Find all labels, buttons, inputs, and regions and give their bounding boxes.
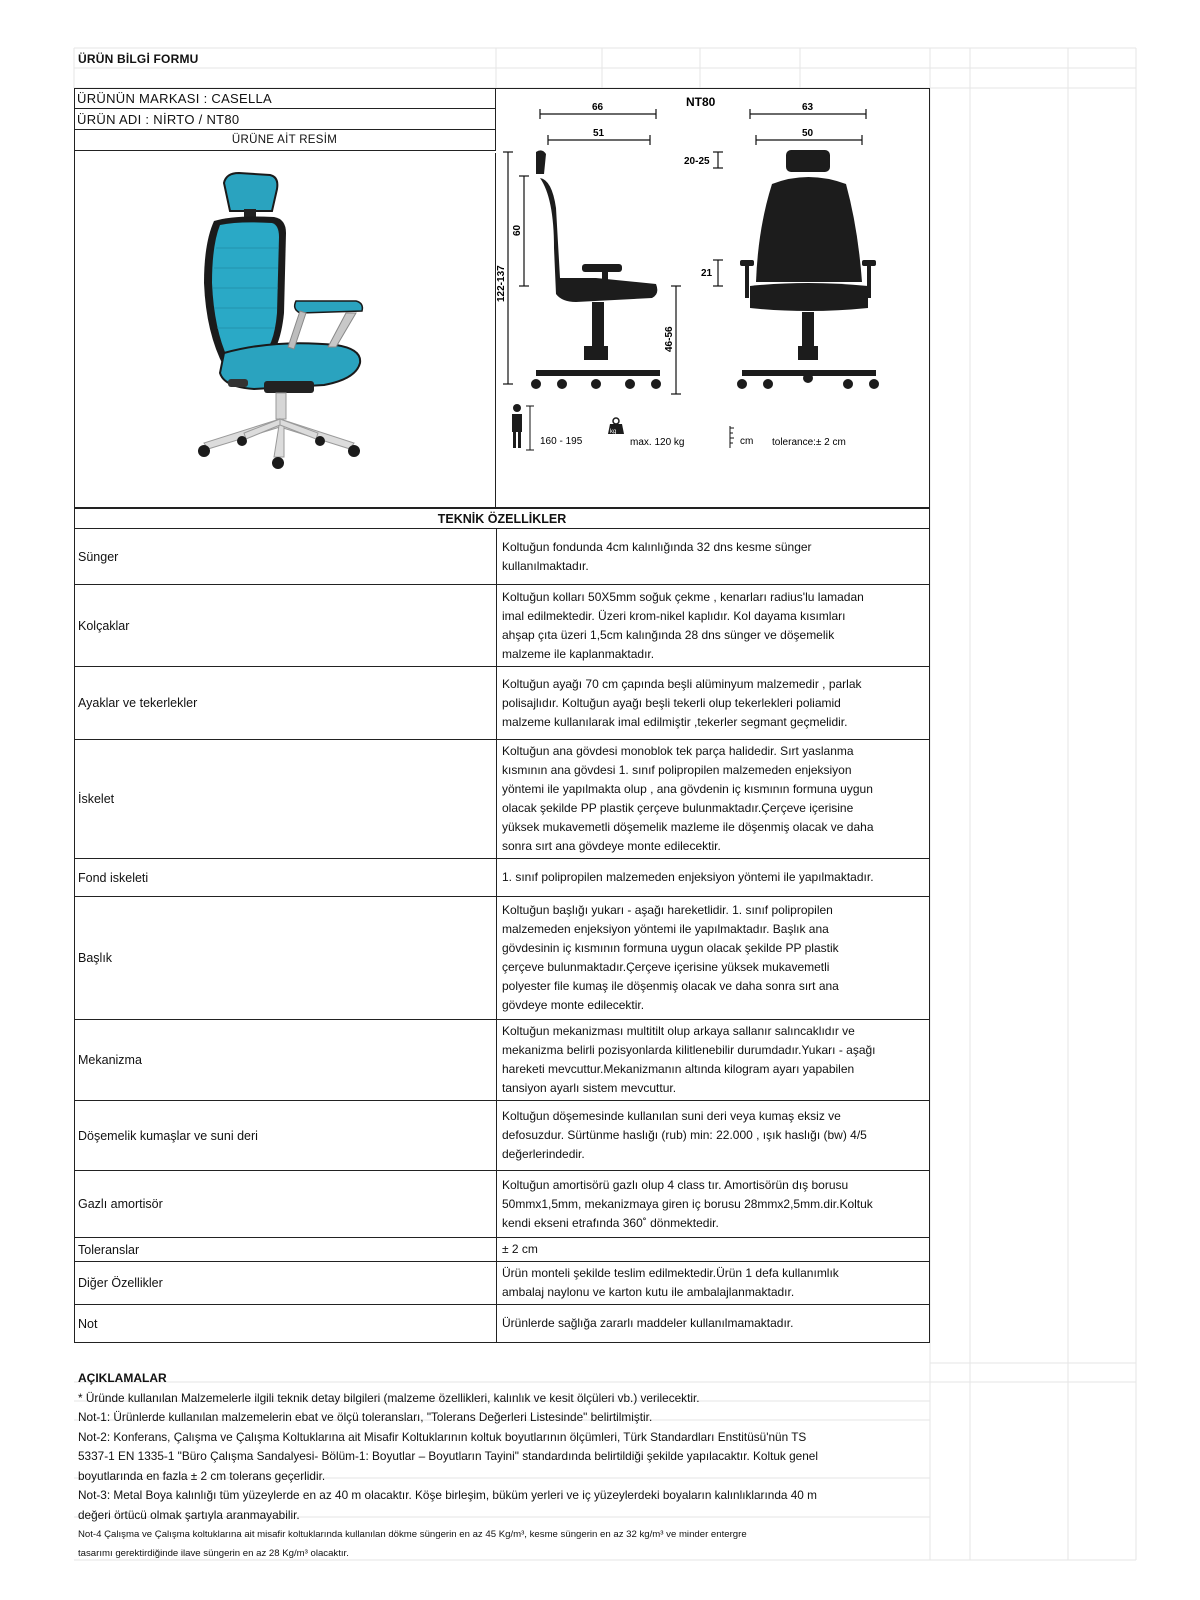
- spec-value-line: sonra sırt ana gövdeye monte edilecektir.: [502, 839, 721, 853]
- armrest-adjust: 21: [701, 268, 713, 279]
- spec-label: Ayaklar ve tekerlekler: [75, 667, 497, 740]
- spec-value-line: Koltuğun döşemesinde kullanılan suni deri veya kumaş eksiz ve: [502, 1109, 841, 1123]
- dimension-drawing: [496, 88, 930, 508]
- spec-row: [75, 667, 930, 740]
- spec-row: [75, 1262, 930, 1305]
- spec-row: [75, 1020, 930, 1101]
- spec-label: Not: [75, 1305, 497, 1343]
- spec-label: İskelet: [75, 740, 497, 859]
- spec-row: [75, 740, 930, 859]
- spec-value-line: Ürünlerde sağlığa zararlı maddeler kullanılmamaktadır.: [502, 1316, 794, 1330]
- unit-label: cm: [740, 436, 754, 447]
- model-label: NT80: [686, 95, 716, 109]
- spec-label: Gazlı amortisör: [75, 1171, 497, 1238]
- seat-height: 46-56: [664, 326, 675, 352]
- product-name-row: ÜRÜN ADI : NİRTO / NT80: [74, 109, 496, 130]
- spec-value-line: Koltuğun ayağı 70 cm çapında beşli alüminyum malzemedir , parlak: [502, 676, 862, 691]
- spec-value-line: kısmının ana gövdesi 1. sınıf polipropilen malzemeden enjeksiyon: [502, 763, 852, 777]
- spec-value: [497, 740, 930, 859]
- spec-label: Döşemelik kumaşlar ve suni deri: [75, 1101, 497, 1171]
- spec-value-line: polisajlıdır. Koltuğun ayağı beşli tekerli olup tekerlekleri poliamid: [502, 695, 841, 710]
- spec-value-line: ambalaj naylonu ve karton kutu ile ambalajlanmaktadır.: [502, 1285, 795, 1299]
- spec-value: [497, 859, 930, 897]
- spec-value-line: Koltuğun fondunda 4cm kalınlığında 32 dns kesme sünger: [502, 539, 812, 554]
- spec-row: [75, 1171, 930, 1238]
- spec-value-line: 50mmx1,5mm, mekanizmaya giren iç borusu 28mmx2,5mm.dir.Koltuk: [502, 1196, 873, 1211]
- spec-value: [497, 529, 930, 585]
- ruler-icon: [730, 426, 734, 448]
- image-caption: ÜRÜNE AİT RESİM: [74, 130, 496, 151]
- spec-value-line: yüksek mukavemetli döşemelik mazleme ile döşenmiş olacak ve daha: [502, 820, 874, 834]
- note-line: Not-2: Konferans, Çalışma ve Çalışma Koltuklarına ait Misafir Koltuklarının koltuk boyutlarının ölçümleri, Türk Standardları Enstitüsü'nün TS: [78, 1429, 807, 1444]
- spec-value-line: defosuzdur. Sürtünme haslığı (rub) min: 22.000 , ışık haslığı (bw) 4/5: [502, 1128, 867, 1142]
- tolerance-label: tolerance:± 2 cm: [772, 437, 846, 448]
- product-header: [74, 88, 496, 151]
- spec-value-line: malzeme kullanılarak imal edilmiştir ,tekerler segmant geçmelidir.: [502, 714, 848, 729]
- spec-value-line: malzeme ile kaplanmaktadır.: [502, 646, 655, 661]
- note-line: Not-3: Metal Boya kalınlığı tüm yüzeylerde en az 40 m olacaktır. Köşe birleşim, büküm yerleri ve iç yüzeylerdeki boyaların kalınlıklarında 40 m: [78, 1488, 817, 1502]
- front-outer-width: 63: [802, 102, 814, 113]
- spec-value: [497, 1262, 930, 1305]
- form-title: ÜRÜN BİLGİ FORMU: [78, 52, 199, 66]
- spec-row: [75, 859, 930, 897]
- spec-value-line: ± 2 cm: [502, 1242, 538, 1256]
- spec-value-line: Koltuğun ana gövdesi monoblok tek parça halidedir. Sırt yaslanma: [502, 744, 854, 758]
- notes-section: [78, 1369, 938, 1563]
- side-outer-width: 66: [592, 102, 604, 113]
- headrest-adjust: 20-25: [684, 156, 710, 167]
- spec-value-line: polyester file kumaş ile döşenmiş olacak ve daha sonra sırt ana: [502, 979, 839, 993]
- spec-label: Diğer Özellikler: [75, 1262, 497, 1305]
- spec-value-line: 1. sınıf polipropilen malzemeden enjeksiyon yöntemi ile yapılmaktadır.: [502, 870, 874, 884]
- spec-label: Fond iskeleti: [75, 859, 497, 897]
- spec-label: Mekanizma: [75, 1020, 497, 1101]
- spec-row: [75, 529, 930, 585]
- spec-row: [75, 1101, 930, 1171]
- section-header-row: [75, 509, 930, 529]
- spec-row: [75, 1305, 930, 1343]
- spec-label: Kolçaklar: [75, 585, 497, 667]
- spec-value: [497, 1238, 930, 1262]
- weight-icon: [608, 418, 624, 435]
- office-chair-illustration: [74, 153, 496, 508]
- front-inner-width: 50: [802, 128, 814, 139]
- dimension-diagram: [496, 88, 930, 508]
- user-height: 160 - 195: [540, 436, 583, 447]
- note-line: Not-1: Ürünlerde kullanılan malzemelerin ebat ve ölçü toleransları, "Tolerans Değerleri Listesinde" belirtilmiştir.: [78, 1410, 653, 1424]
- spec-value-line: Koltuğun mekanizması multitilt olup arkaya sallanır salıncaklıdır ve: [502, 1024, 855, 1038]
- spec-value-line: kullanılmaktadır.: [502, 558, 589, 573]
- spec-value-line: değerlerindedir.: [502, 1147, 585, 1161]
- notes-heading: AÇIKLAMALAR: [78, 1371, 167, 1385]
- spec-value: [497, 1171, 930, 1238]
- note-line: 5337-1 EN 1335-1 "Büro Çalışma Sandalyesi- Bölüm-1: Boyutlar – Boyutların Tayini" standardında belirtildiği şekilde yapılacaktır. Koltuk genel: [78, 1449, 818, 1463]
- spec-value-line: ahşap çıta üzeri 1,5cm kalınğında 28 dns sünger ve döşemelik: [502, 627, 835, 642]
- spec-value: [497, 1305, 930, 1343]
- spec-value-line: yöntemi ile yapılmakta olup , ana gövdenin iç kısmının formuna uygun: [502, 782, 873, 796]
- spec-value-line: mekanizma belirli pozisyonlarda kilitlenebilir durumdadır.Yukarı - aşağı: [502, 1043, 876, 1057]
- spec-value: [497, 897, 930, 1020]
- spec-table: [74, 508, 930, 1343]
- note-line-small: Not-4 Çalışma ve Çalışma koltuklarına ait misafir koltuklarında kullanılan dökme süngerin en az 45 Kg/m³, kesme süngerin en az 32 kg/m³ ve minder entergre: [78, 1529, 747, 1540]
- spec-row: [75, 1238, 930, 1262]
- spec-label: Toleranslar: [75, 1238, 497, 1262]
- max-weight: max. 120 kg: [630, 437, 685, 448]
- spec-value-line: Koltuğun amortisörü gazlı olup 4 class tır. Amortisörün dış borusu: [502, 1177, 849, 1192]
- spec-label: Sünger: [75, 529, 497, 585]
- spec-value-line: Ürün monteli şekilde teslim edilmektedir.Ürün 1 defa kullanımlık: [502, 1266, 839, 1280]
- note-line: * Üründe kullanılan Malzemelerle ilgili teknik detay bilgileri (malzeme özellikleri, kalınlık ve kesit ölçüleri vb.) verilecektir.: [78, 1390, 700, 1405]
- brand-row: ÜRÜNÜN MARKASI : CASELLA: [74, 88, 496, 109]
- spec-label: Başlık: [75, 897, 497, 1020]
- spec-row: [75, 585, 930, 667]
- note-line-small: tasarımı gerektirdiğinde ilave süngerin en az 28 Kg/m³ olacaktır.: [78, 1548, 349, 1559]
- note-line: değeri örtücü olmak şartıyla aranmayabilir.: [78, 1507, 300, 1522]
- svg-text:kg: kg: [610, 429, 617, 435]
- spec-value-line: gövdesinin iç kısmının formuna uygun olacak şekilde PP plastik: [502, 941, 839, 955]
- spec-value-line: gövdeye monte edilecektir.: [502, 998, 645, 1012]
- side-inner-width: 51: [593, 128, 605, 139]
- spec-value-line: malzemeden enjeksiyon yöntemi ile yapılmaktadır. Başlık ana: [502, 922, 829, 936]
- back-height: 60: [512, 224, 523, 236]
- spec-value-line: tansiyon ayarlı sistem mevcuttur.: [502, 1081, 677, 1095]
- spec-value-line: çerçeve bulunmaktadır.Çerçeve içerisine yüksek mukavemetli: [502, 960, 830, 974]
- spec-row: [75, 897, 930, 1020]
- note-line: boyutlarında en fazla ± 2 cm tolerans geçerlidir.: [78, 1468, 326, 1483]
- person-icon: [512, 404, 522, 448]
- section-title: TEKNİK ÖZELLİKLER: [75, 509, 930, 529]
- spec-value: [497, 1101, 930, 1171]
- spec-value-line: olacak şekilde PP plastik çerçeve bulunmaktadır.Çerçeve içerisine: [502, 801, 854, 815]
- spec-value-line: hareketi mevcuttur.Mekanizmanın altında kilogram ayarı yapabilen: [502, 1062, 855, 1076]
- total-height: 122-137: [496, 265, 507, 302]
- spec-value-line: kendi ekseni etrafında 360˚ dönmektedir.: [502, 1215, 719, 1230]
- spec-value: [497, 1020, 930, 1101]
- spec-value: [497, 585, 930, 667]
- spec-value: [497, 667, 930, 740]
- spec-value-line: imal edilmektedir. Üzeri krom-nikel kaplıdır. Kol dayama kısımları: [502, 608, 846, 623]
- spec-value-line: Koltuğun kolları 50X5mm soğuk çekme , kenarları radius'lu lamadan: [502, 589, 864, 604]
- spec-value-line: Koltuğun başlığı yukarı - aşağı hareketlidir. 1. sınıf polipropilen: [502, 903, 833, 917]
- product-photo: [74, 153, 496, 508]
